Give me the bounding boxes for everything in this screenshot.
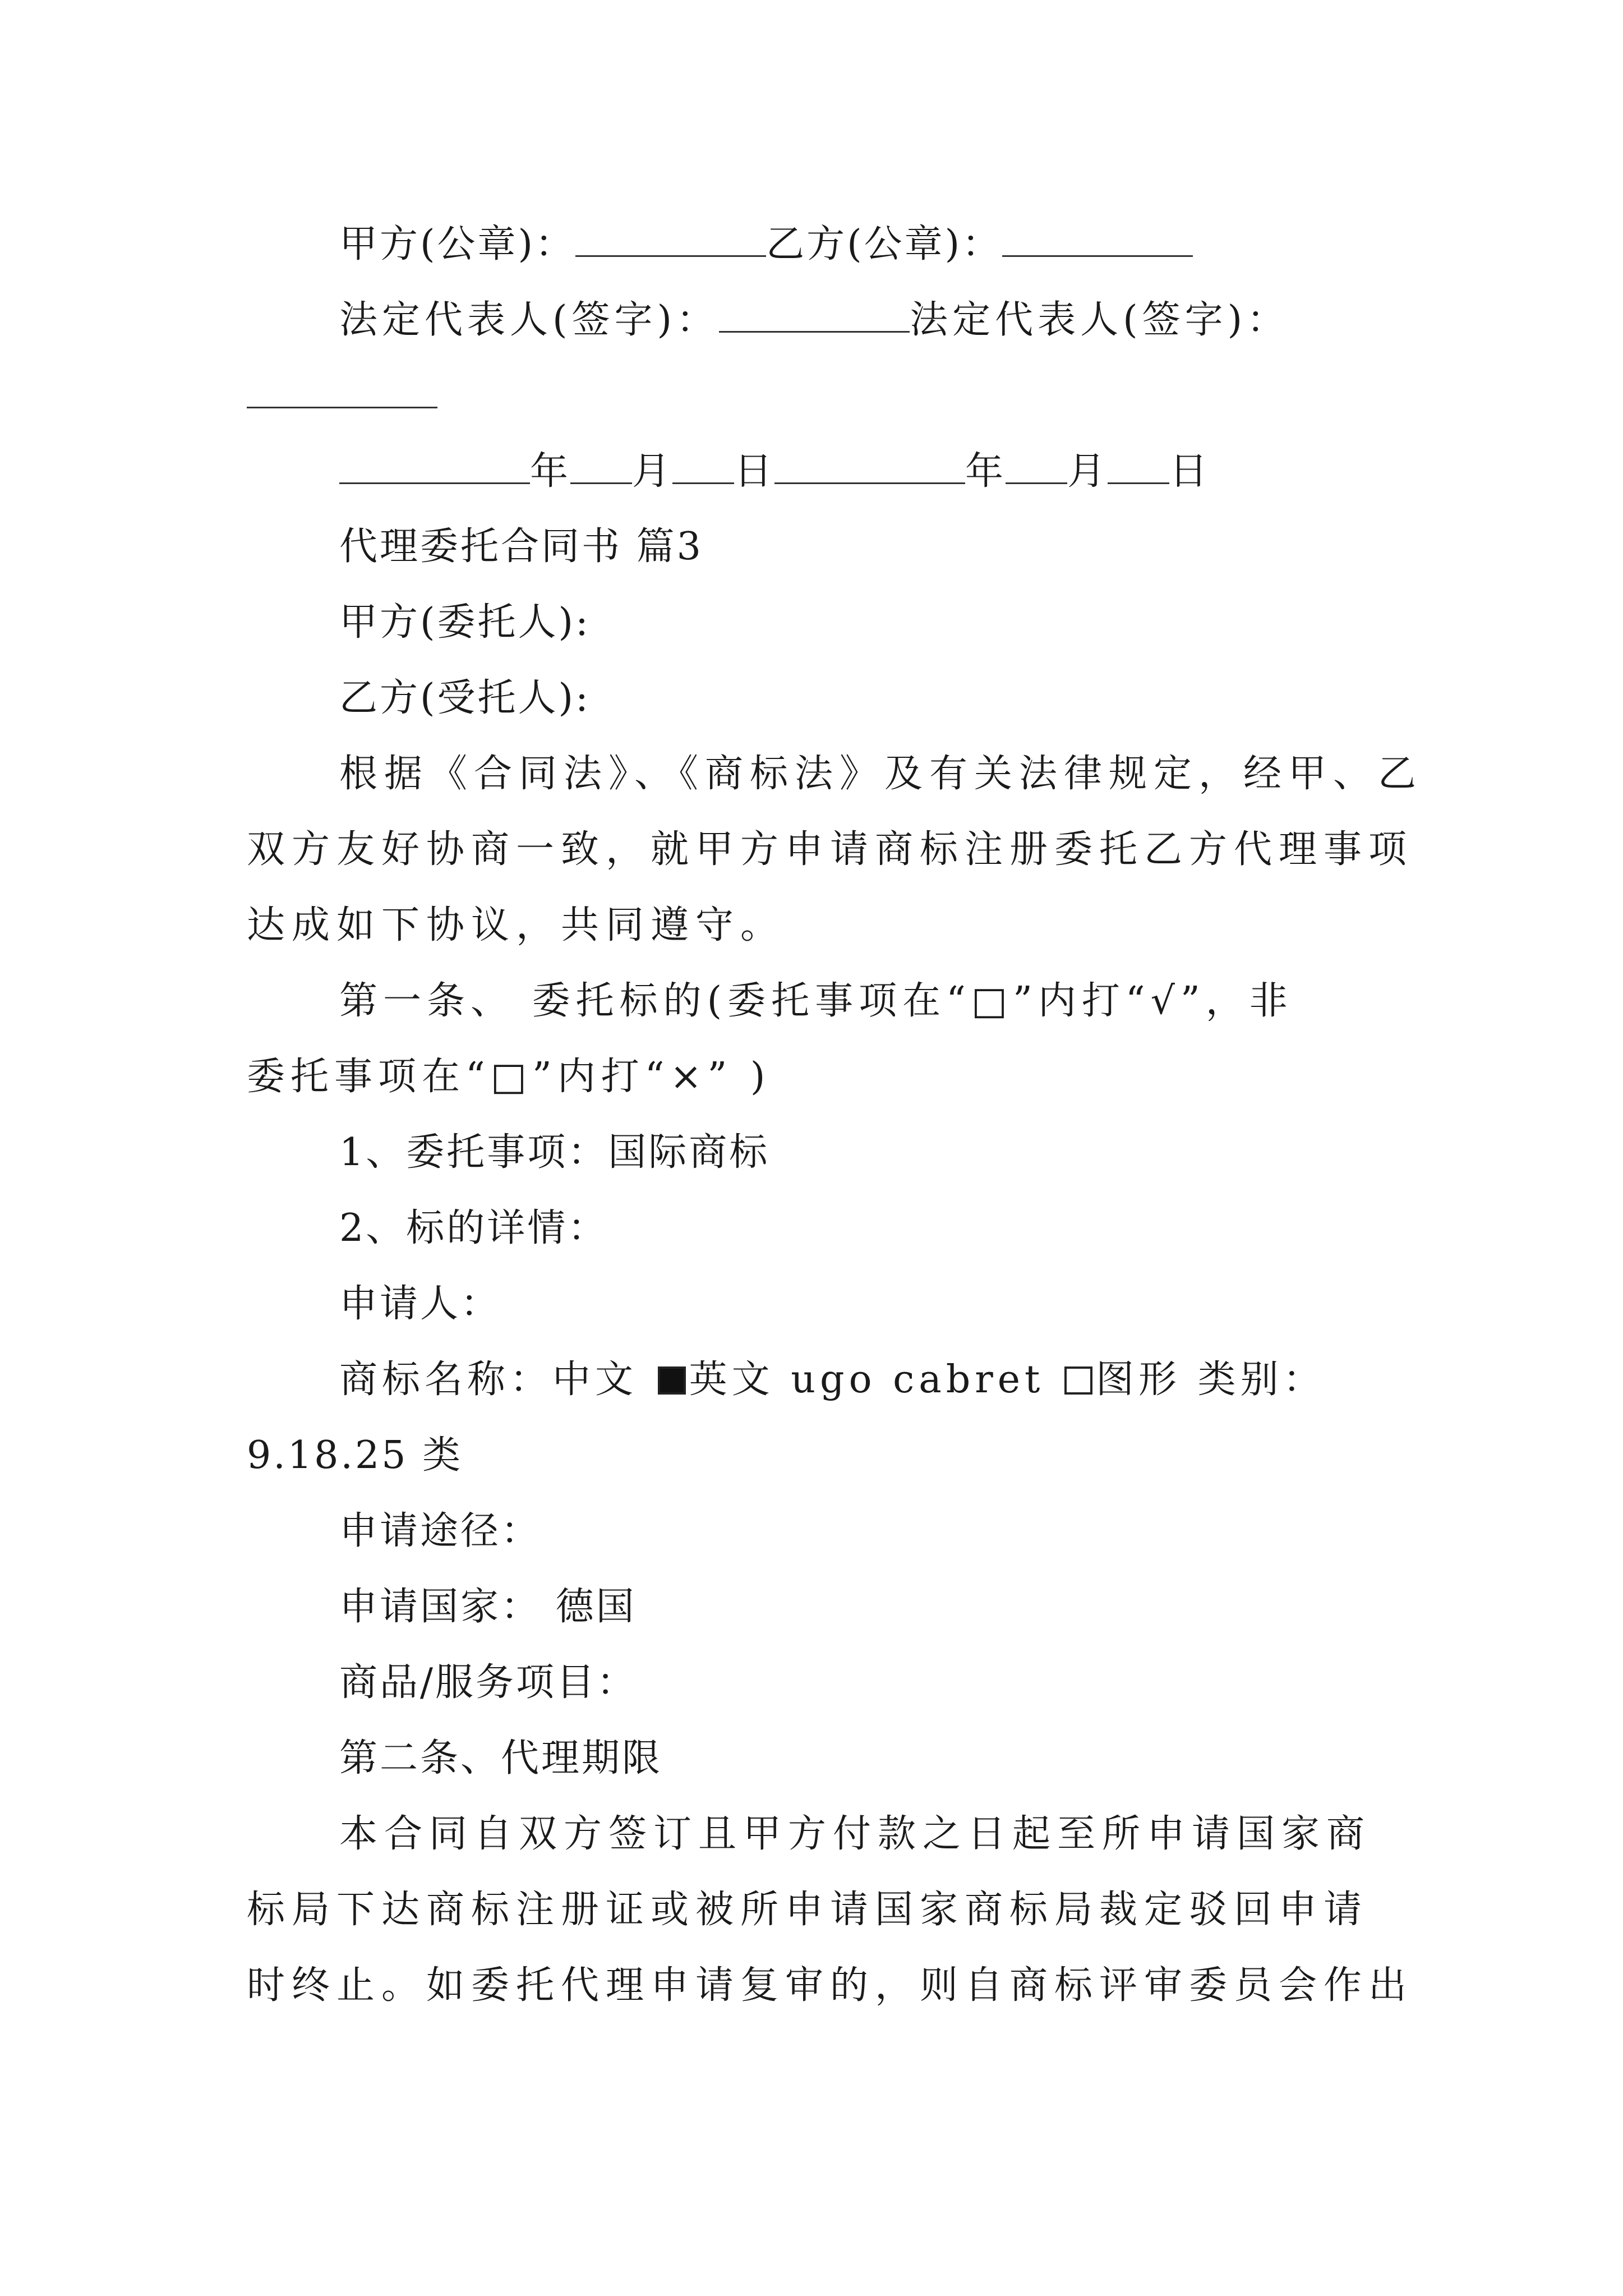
date-b-month-blank <box>1006 449 1067 484</box>
intro-line-2: 双方友好协商一致，就甲方申请商标注册委托乙方代理事项 <box>247 827 1414 872</box>
chinese-checkbox-filled-icon <box>658 1366 686 1395</box>
article1-item-1: 1、委托事项：国际商标 <box>339 1130 770 1175</box>
date-a-month: 月 <box>632 449 673 494</box>
article1-item-2: 2、标的详情： <box>339 1206 608 1250</box>
intro-line-3: 达成如下协议，共同遵守。 <box>247 903 786 947</box>
date-a-day-blank <box>672 449 734 484</box>
date-b-month: 月 <box>1067 449 1108 494</box>
legal-rep-b-blank-line <box>247 373 437 418</box>
article1-line-2: 委托事项在“□”内打“×” ) <box>247 1055 771 1099</box>
date-b-day: 日 <box>1169 449 1210 494</box>
date-a-year: 年 <box>530 449 571 494</box>
article2-line-3: 时终止。如委托代理申请复审的，则自商标评审委员会作出 <box>247 1963 1414 2008</box>
trademark-class: 9.18.25 类 <box>247 1433 463 1478</box>
legal-rep-a-label: 法定代表人(签字)： <box>339 298 720 342</box>
party-b-label: 乙方(受托人): <box>339 676 591 720</box>
party-a-seal-label: 甲方(公章)： <box>339 222 576 266</box>
legal-rep-a-blank <box>719 297 910 333</box>
legal-rep-line <box>339 297 1289 343</box>
date-b-year: 年 <box>965 449 1006 494</box>
trademark-graphic: 图形 类别： <box>1095 1358 1326 1402</box>
trademark-prefix: 商标名称：中文 <box>339 1358 654 1402</box>
date-a-month-blank <box>570 449 632 484</box>
country-label: 申请国家： 德国 <box>339 1585 637 1629</box>
seal-line <box>339 222 1193 267</box>
date-a-day: 日 <box>734 449 775 494</box>
date-b-year-blank <box>774 449 965 484</box>
graphic-checkbox-empty-icon <box>1064 1366 1092 1395</box>
article2-title: 第二条、代理期限 <box>339 1736 663 1780</box>
article2-line-2: 标局下达商标注册证或被所申请国家商标局裁定驳回申请 <box>247 1888 1369 1932</box>
route-label: 申请途径： <box>339 1509 542 1553</box>
trademark-line <box>339 1358 1326 1402</box>
date-a-year-blank <box>339 449 530 484</box>
legal-rep-b-blank <box>247 373 437 408</box>
intro-line-1: 根据《合同法》、《商标法》及有关法律规定，经甲、乙 <box>339 752 1423 796</box>
section-title: 代理委托合同书 篇3 <box>339 524 703 569</box>
date-b-day-blank <box>1108 449 1169 484</box>
article1-line-1: 第一条、 委托标的(委托事项在“□”内打“√”，非 <box>339 979 1293 1023</box>
party-b-seal-label: 乙方(公章)： <box>766 222 1003 266</box>
article2-line-1: 本合同自双方签订且甲方付款之日起至所申请国家商 <box>339 1812 1372 1856</box>
trademark-english: 英文 ugo cabret <box>689 1358 1061 1402</box>
party-a-label: 甲方(委托人): <box>339 600 591 645</box>
party-a-seal-blank <box>575 222 766 257</box>
party-b-seal-blank <box>1002 222 1193 257</box>
applicant-label: 申请人： <box>339 1282 501 1326</box>
legal-rep-b-label: 法定代表人(签字)： <box>910 298 1290 342</box>
date-line <box>339 449 1210 494</box>
goods-label: 商品/服务项目： <box>339 1660 637 1705</box>
